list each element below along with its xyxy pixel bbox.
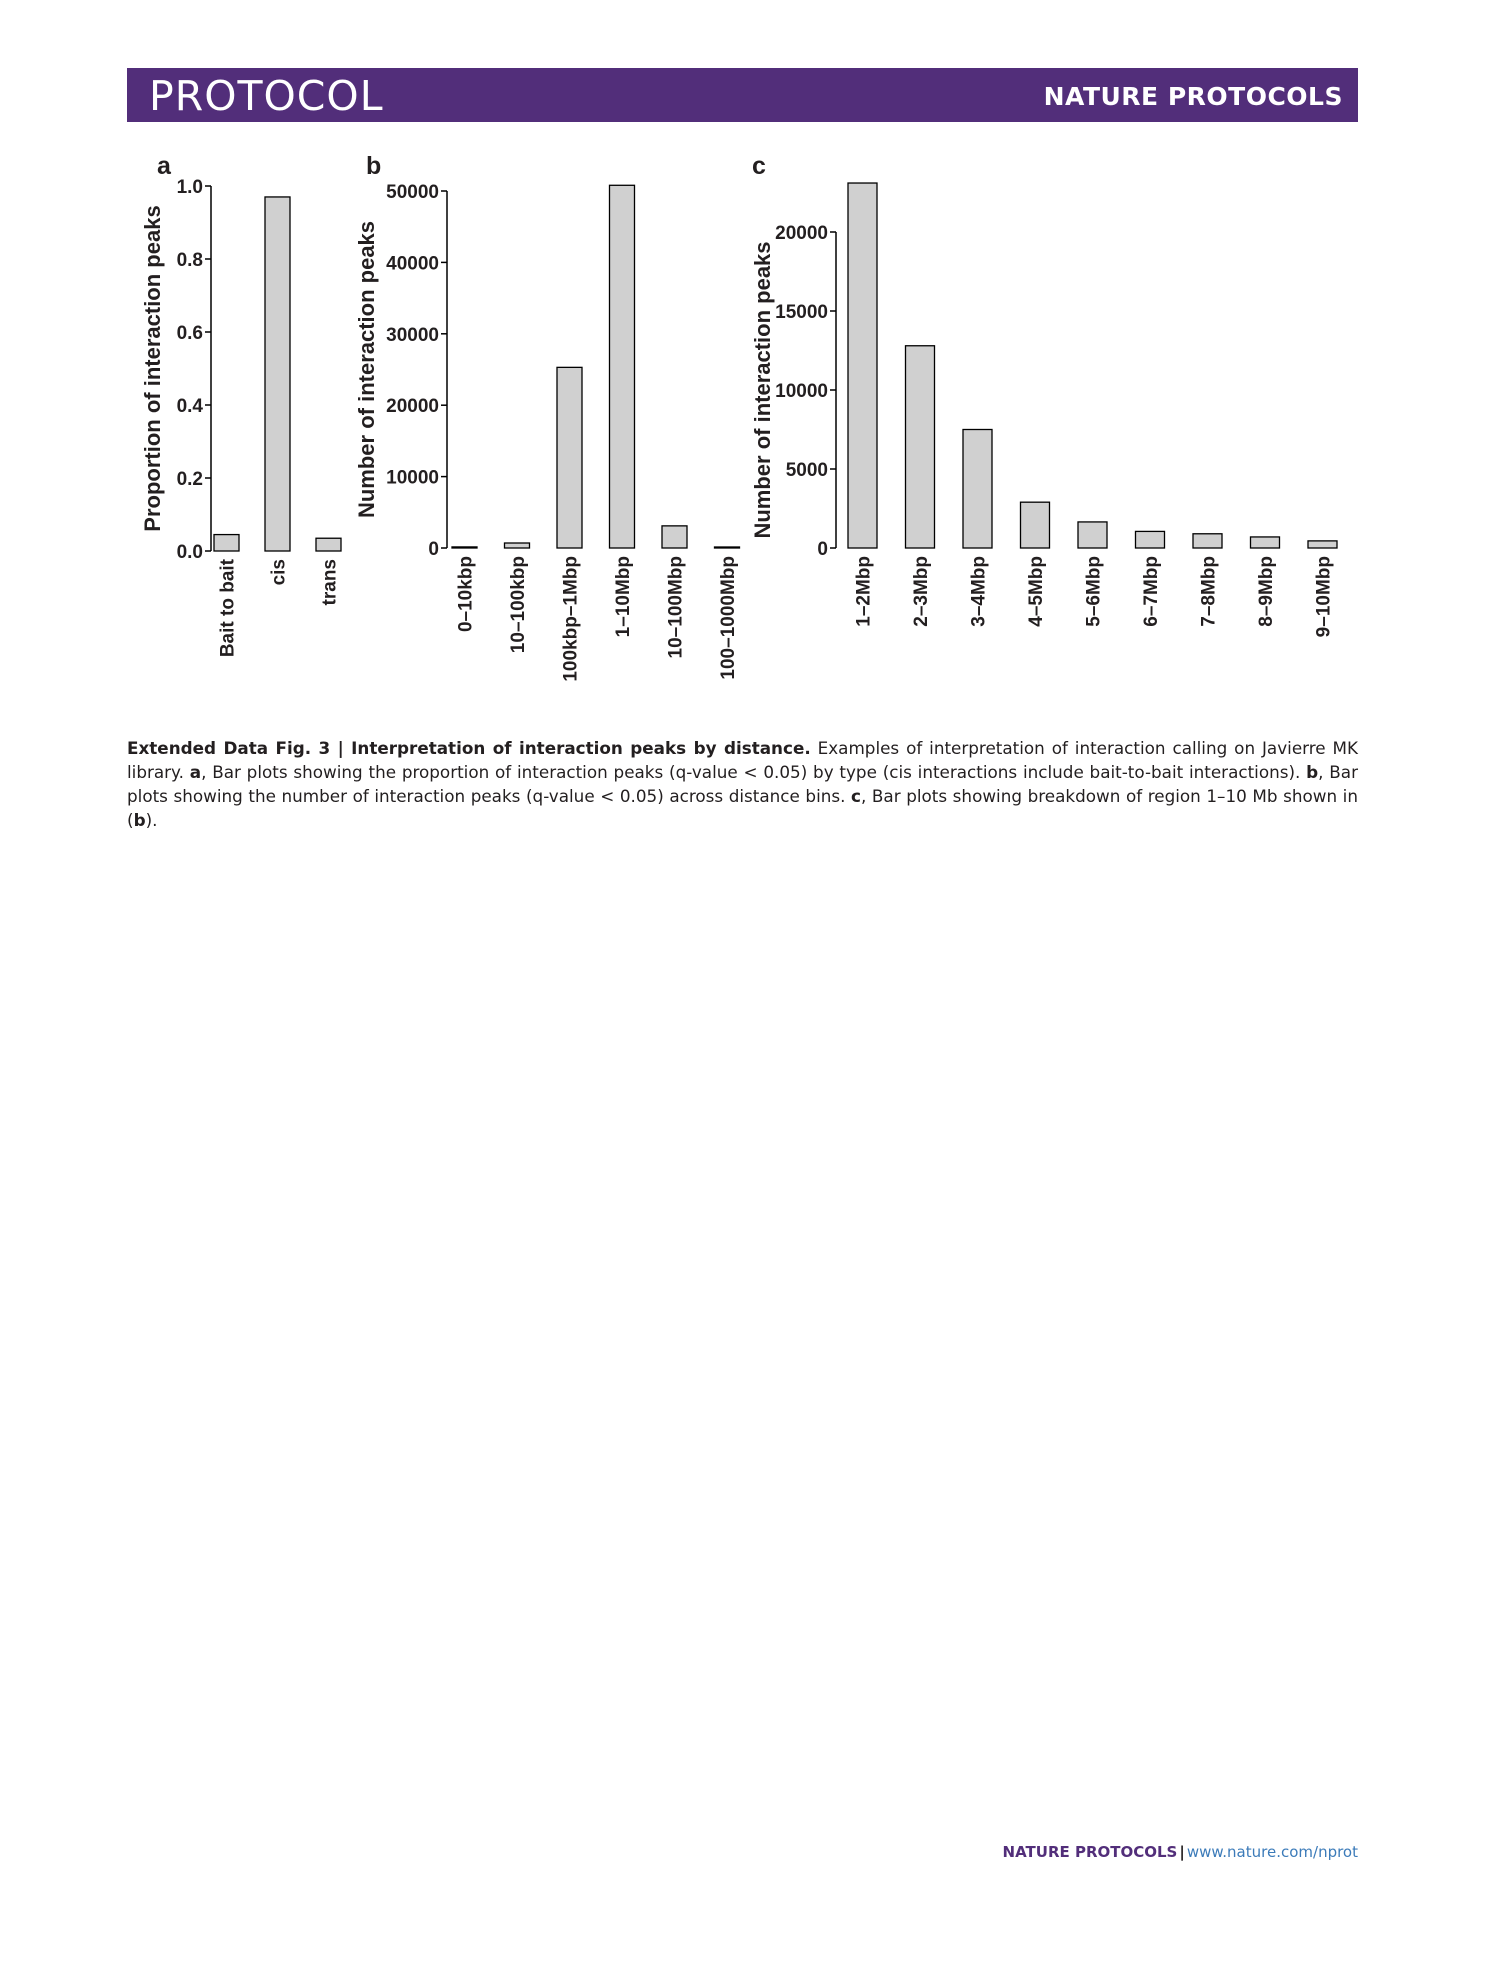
y-tick-label-b: 30000	[386, 324, 439, 346]
y-tick-label-a: 0.0	[176, 542, 203, 563]
x-tick-label-b: 1–10Mbp	[613, 556, 634, 638]
bar-b	[662, 526, 687, 548]
x-tick-label-a: trans	[319, 559, 341, 606]
bar-b	[452, 547, 477, 548]
journal-label: NATURE PROTOCOLS	[1043, 82, 1343, 111]
bar-a	[265, 197, 290, 551]
y-tick-label-b: 50000	[386, 182, 439, 203]
bar-c	[963, 430, 992, 549]
bar-b	[715, 547, 740, 548]
bar-b	[610, 185, 635, 548]
bar-c	[1308, 541, 1337, 548]
bar-c	[1251, 537, 1280, 548]
bar-b	[505, 543, 530, 548]
panel-label-c: c	[752, 152, 766, 180]
y-axis-title-c: Number of interaction peaks	[750, 241, 775, 539]
x-tick-label-c: 7–8Mbp	[1198, 556, 1220, 627]
x-tick-label-c: 2–3Mbp	[911, 556, 932, 627]
caption-text-4: , Bar plots showing breakdown of region 1–10 Mb shown in (	[127, 786, 1358, 830]
y-tick-label-c: 20000	[775, 223, 828, 244]
bar-a	[316, 538, 341, 551]
figure-bar-charts	[0, 140, 1489, 720]
x-tick-label-c: 4–5Mbp	[1026, 556, 1047, 627]
footer-url[interactable]: www.nature.com/nprot	[1186, 1843, 1358, 1861]
y-tick-label-b: 40000	[386, 253, 439, 275]
x-tick-label-a: Bait to bait	[217, 559, 239, 658]
footer-separator: |	[1179, 1843, 1185, 1861]
x-tick-label-b: 100–1000Mbp	[718, 556, 739, 680]
y-tick-label-a: 1.0	[176, 177, 203, 198]
y-tick-label-a: 0.4	[176, 396, 203, 417]
caption-ref-b-2: b	[133, 810, 146, 830]
bar-c	[1136, 531, 1165, 548]
y-axis-title-b: Number of interaction peaks	[354, 220, 379, 519]
caption-text-1: Examples of interpretation of interaction calling on Javierre MK library.	[127, 738, 1358, 782]
caption-ref-b: b	[1306, 762, 1319, 782]
footer-journal: NATURE PROTOCOLS	[1002, 1843, 1178, 1861]
section-label: PROTOCOL	[149, 72, 384, 120]
caption-text-2: , Bar plots showing the proportion of interaction peaks (q-value < 0.05) by type (cis interactions include bait-to-bait interactions).	[201, 762, 1307, 782]
caption-ref-a: a	[189, 762, 202, 782]
caption-label: Extended Data Fig. 3 | Interpretation of interaction peaks by distance.	[127, 738, 811, 758]
y-tick-label-a: 0.2	[176, 469, 203, 490]
x-tick-label-b: 100kbp–1Mbp	[560, 556, 582, 682]
x-tick-label-b: 0–10kbp	[455, 556, 477, 633]
x-tick-label-c: 9–10Mbp	[1313, 556, 1335, 638]
y-tick-label-a: 0.8	[176, 250, 203, 271]
x-tick-label-c: 1–2Mbp	[853, 556, 875, 627]
y-tick-label-c: 0	[817, 539, 828, 560]
caption-ref-c: c	[851, 786, 861, 806]
panel-label-b: b	[366, 152, 382, 180]
y-tick-label-b: 10000	[386, 467, 439, 489]
x-tick-label-c: 6–7Mbp	[1141, 556, 1162, 627]
x-tick-label-b: 10–100kbp	[508, 556, 529, 654]
x-tick-label-c: 8–9Mbp	[1256, 556, 1277, 627]
page-header	[127, 68, 1358, 122]
caption-text-3: , Bar plots showing the number of interaction peaks (q-value < 0.05) across distance bins.	[127, 762, 1358, 806]
y-tick-label-b: 20000	[386, 396, 439, 418]
y-tick-label-b: 0	[428, 539, 439, 560]
y-axis-title-a: Proportion of interaction peaks	[140, 205, 165, 532]
x-tick-label-a: cis	[268, 559, 290, 586]
x-tick-label-c: 3–4Mbp	[968, 556, 990, 627]
bar-c	[1078, 522, 1107, 548]
y-tick-label-a: 0.6	[176, 323, 203, 344]
panel-label-a: a	[157, 152, 171, 180]
caption-text-5: ).	[145, 810, 158, 830]
x-tick-label-c: 5–6Mbp	[1083, 556, 1105, 627]
bar-c	[906, 346, 935, 548]
figure-caption	[127, 736, 1358, 832]
page-footer	[1003, 1843, 1358, 1861]
bar-a	[214, 535, 239, 551]
y-tick-label-c: 5000	[785, 460, 828, 481]
bar-c	[1193, 534, 1222, 548]
x-tick-label-b: 10–100Mbp	[665, 556, 687, 659]
y-tick-label-c: 15000	[775, 302, 828, 323]
bar-c	[848, 183, 877, 548]
bar-b	[557, 367, 582, 548]
bar-c	[1021, 502, 1050, 548]
y-tick-label-c: 10000	[775, 381, 828, 402]
